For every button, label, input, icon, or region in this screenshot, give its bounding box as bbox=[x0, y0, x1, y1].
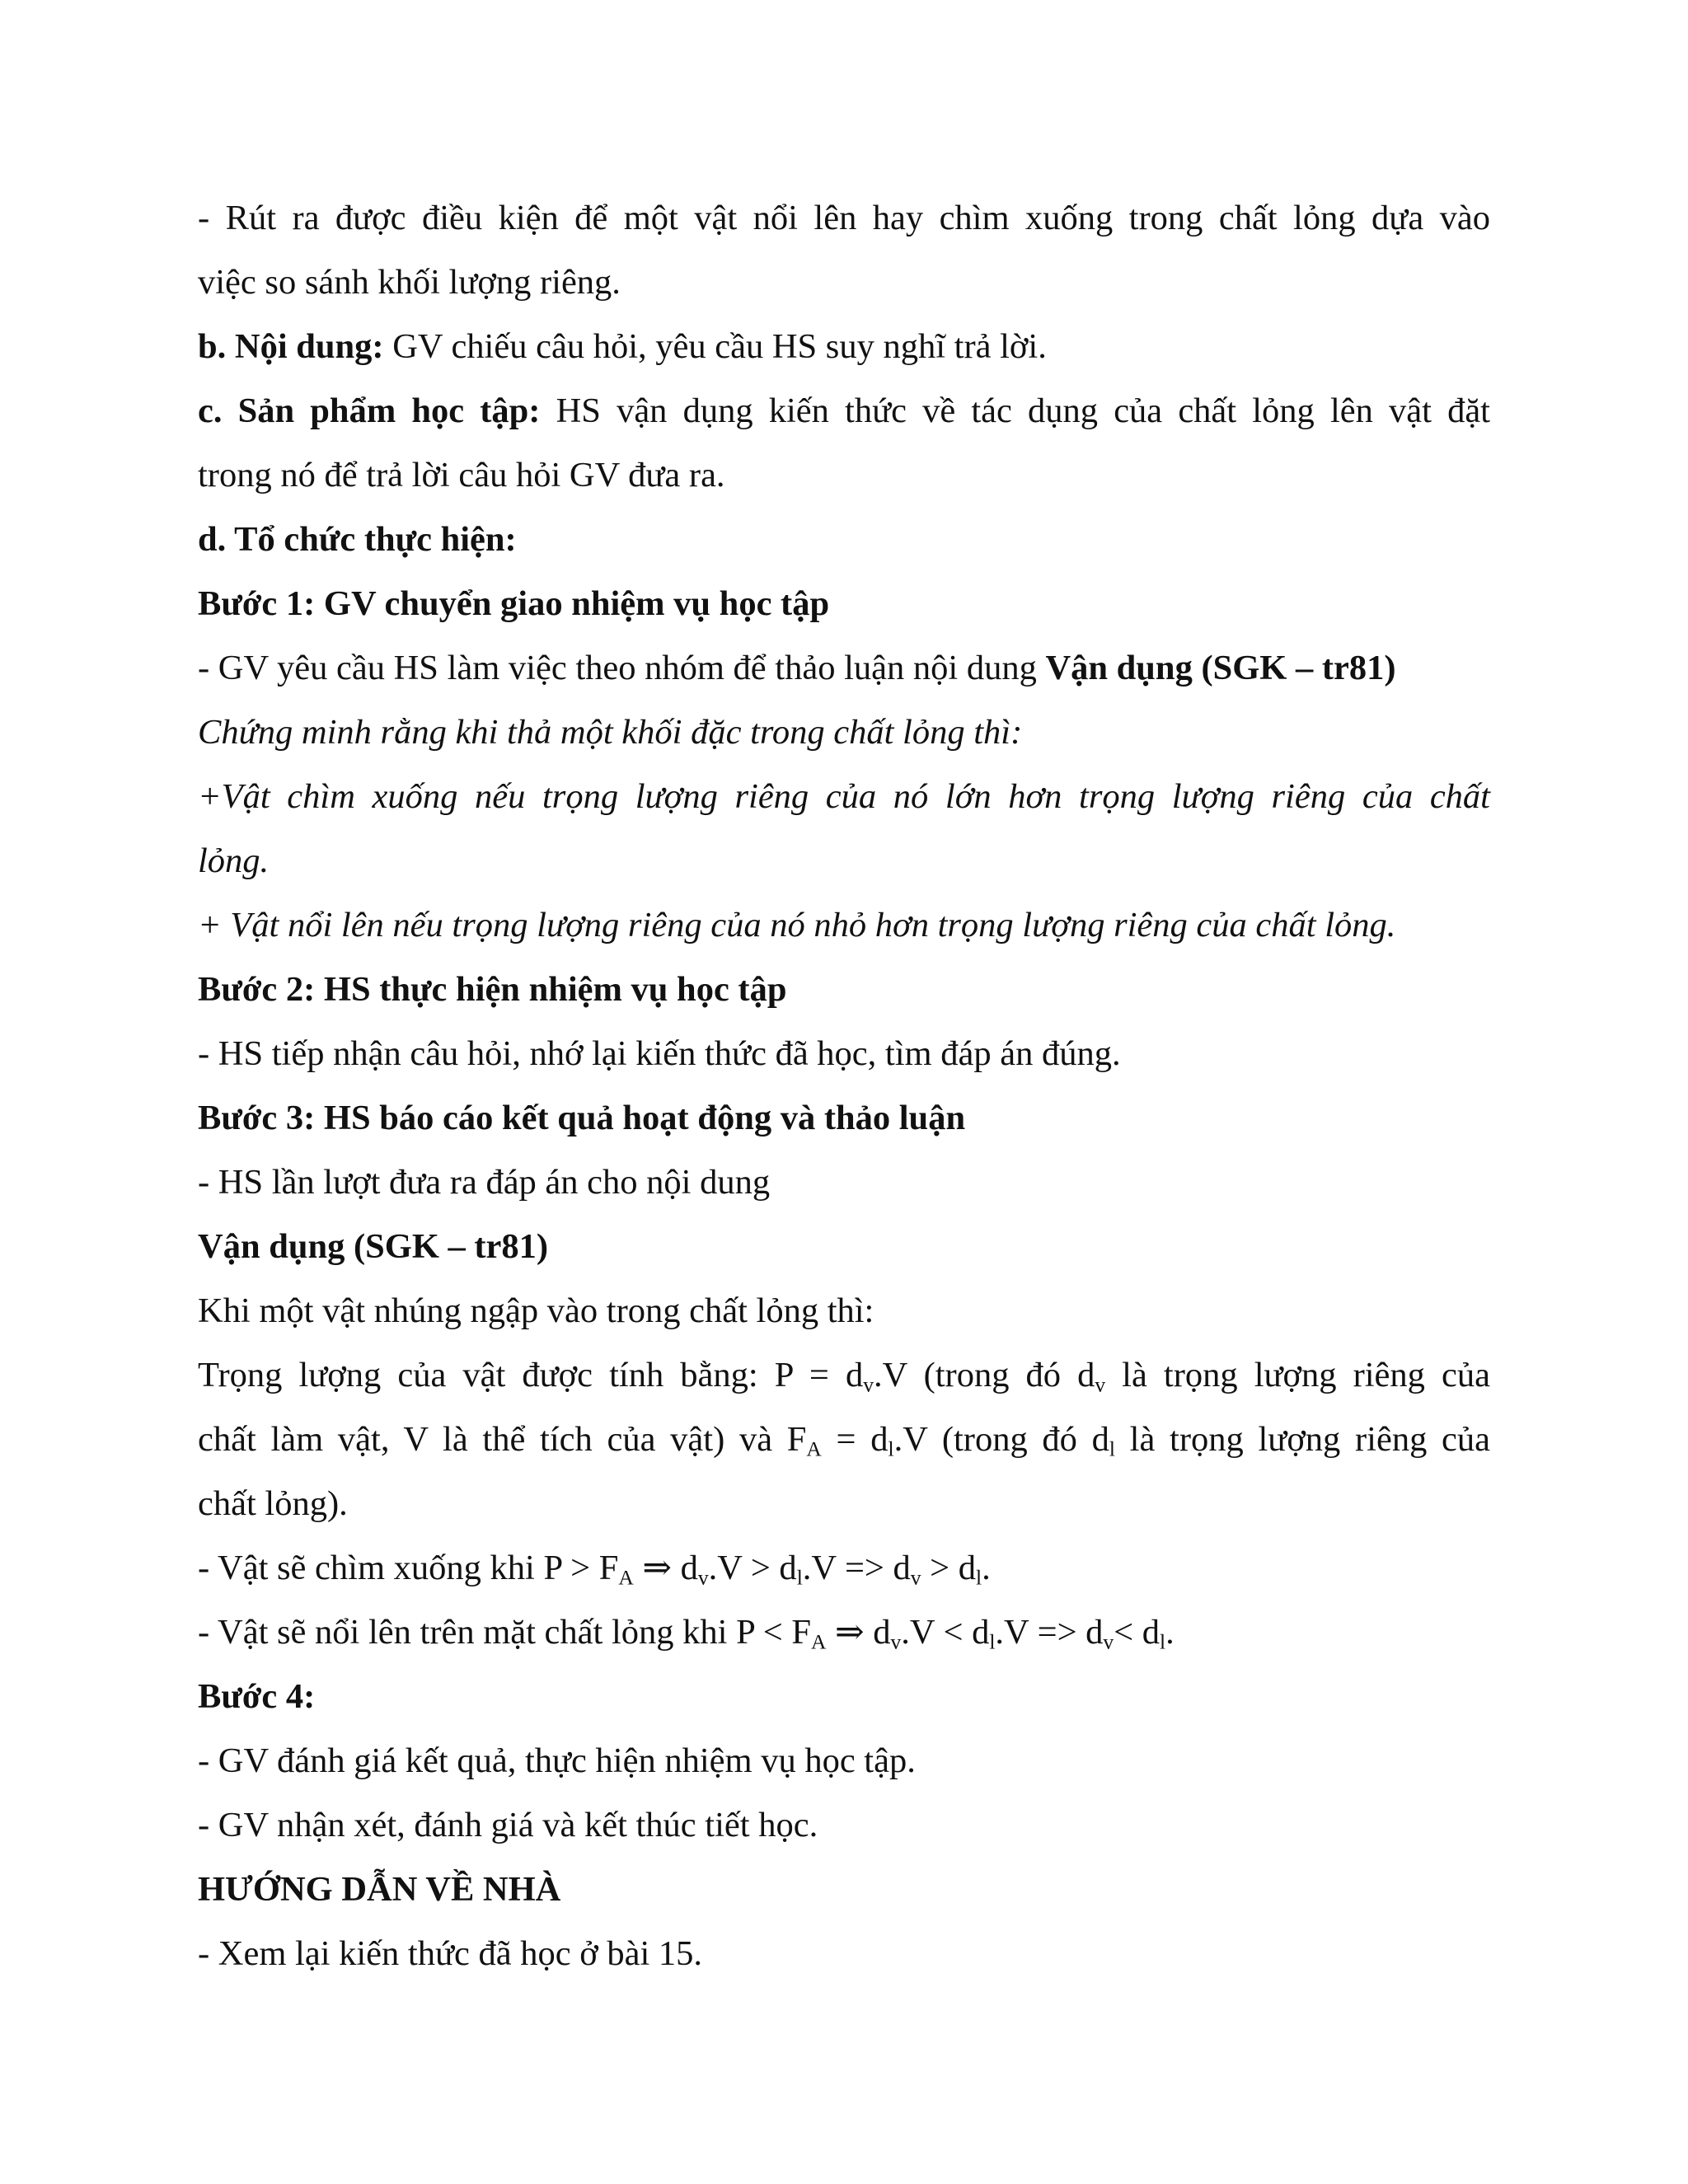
section-text: GV chiếu câu hỏi, yêu cầu HS suy nghĩ trả lời. bbox=[383, 327, 1047, 366]
subscript: l bbox=[796, 1565, 803, 1590]
subscript: v bbox=[1103, 1629, 1114, 1654]
step-heading: Bước 2: HS thực hiện nhiệm vụ học tập bbox=[198, 970, 787, 1009]
text-run: > d bbox=[921, 1549, 976, 1587]
text-run: .V < d bbox=[901, 1613, 990, 1652]
subscript: l bbox=[976, 1565, 982, 1590]
subscript: l bbox=[1160, 1629, 1166, 1654]
paragraph-line: - Xem lại kiến thức đã học ở bài 15. bbox=[198, 1934, 702, 1973]
section-heading: d. Tổ chức thực hiện: bbox=[198, 520, 517, 559]
subscript: v bbox=[890, 1629, 902, 1654]
question-line: +Vật chìm xuống nếu trọng lượng riêng của nó lớn hơn trọng lượng riêng của chất bbox=[198, 777, 1490, 816]
paragraph-line: - GV đánh giá kết quả, thực hiện nhiệm vụ học tập. bbox=[198, 1741, 916, 1780]
formula-line bbox=[198, 1601, 1490, 1665]
paragraph-line: việc so sánh khối lượng riêng. bbox=[198, 263, 621, 302]
text-run: chất làm vật, V là thể tích của vật) và F bbox=[198, 1420, 807, 1459]
subscript: v bbox=[697, 1565, 709, 1590]
paragraph-line: - HS lần lượt đưa ra đáp án cho nội dung bbox=[198, 1163, 771, 1202]
subscript: v bbox=[863, 1372, 874, 1397]
step-heading: Bước 3: HS báo cáo kết quả hoạt động và thảo luận bbox=[198, 1099, 966, 1137]
product-line bbox=[198, 379, 1490, 443]
subscript: l bbox=[1109, 1436, 1115, 1461]
subscript: A bbox=[618, 1565, 634, 1590]
step-heading: Bước 1: GV chuyển giao nhiệm vụ học tập bbox=[198, 584, 830, 623]
question-line: lỏng. bbox=[198, 841, 270, 880]
paragraph-line: trong nó để trả lời câu hỏi GV đưa ra. bbox=[198, 456, 725, 494]
text-run: .V (trong đó d bbox=[873, 1356, 1095, 1394]
text-run: - Vật sẽ nổi lên trên mặt chất lỏng khi P < F bbox=[198, 1613, 811, 1652]
subscript: A bbox=[811, 1629, 827, 1654]
task-text: - GV yêu cầu HS làm việc theo nhóm để thảo luận nội dung bbox=[198, 649, 1046, 687]
text-run: < d bbox=[1114, 1613, 1160, 1652]
formula-line bbox=[198, 1536, 1490, 1601]
document-page bbox=[198, 186, 1490, 1986]
paragraph-line: Khi một vật nhúng ngập vào trong chất lỏng thì: bbox=[198, 1291, 874, 1330]
subscript: l bbox=[989, 1629, 996, 1654]
text-run: ⇒ d bbox=[633, 1549, 698, 1587]
text-run: .V => d bbox=[802, 1549, 911, 1587]
formula-line bbox=[198, 1408, 1490, 1472]
homework-heading: HƯỚNG DẪN VỀ NHÀ bbox=[198, 1870, 561, 1909]
text-run: Trọng lượng của vật được tính bằng: P = d bbox=[198, 1356, 864, 1394]
text-run: ⇒ d bbox=[826, 1613, 891, 1652]
text-run: . bbox=[982, 1549, 991, 1587]
text-run: .V > d bbox=[708, 1549, 797, 1587]
formula-line bbox=[198, 1343, 1490, 1408]
paragraph-line: chất lỏng). bbox=[198, 1484, 348, 1523]
paragraph-line: - Rút ra được điều kiện để một vật nổi lên hay chìm xuống trong chất lỏng dựa vào bbox=[198, 199, 1490, 237]
text-run: . bbox=[1165, 1613, 1175, 1652]
paragraph-line: - HS tiếp nhận câu hỏi, nhớ lại kiến thức đã học, tìm đáp án đúng. bbox=[198, 1034, 1121, 1073]
text-run: là trọng lượng riêng của bbox=[1114, 1420, 1491, 1459]
section-label: c. Sản phẩm học tập: bbox=[198, 391, 541, 430]
paragraph-line: - GV nhận xét, đánh giá và kết thúc tiết học. bbox=[198, 1806, 818, 1844]
task-line bbox=[198, 636, 1490, 701]
subscript: A bbox=[806, 1436, 822, 1461]
subscript: v bbox=[910, 1565, 921, 1590]
subscript: l bbox=[888, 1436, 894, 1461]
step-heading: Bước 4: bbox=[198, 1677, 316, 1716]
section-label: b. Nội dung: bbox=[198, 327, 384, 366]
text-run: .V (trong đó d bbox=[893, 1420, 1109, 1459]
text-run: = d bbox=[821, 1420, 889, 1459]
text-run: - Vật sẽ chìm xuống khi P > F bbox=[198, 1549, 619, 1587]
section-text: HS vận dụng kiến thức về tác dụng của chất lỏng lên vật đặt bbox=[540, 391, 1490, 430]
subsection-heading: Vận dụng (SGK – tr81) bbox=[198, 1227, 549, 1266]
text-run: là trọng lượng riêng của bbox=[1105, 1356, 1490, 1394]
question-line: Chứng minh rằng khi thả một khối đặc trong chất lỏng thì: bbox=[198, 713, 1023, 752]
question-line: + Vật nổi lên nếu trọng lượng riêng của nó nhỏ hơn trọng lượng riêng của chất lỏng. bbox=[198, 906, 1396, 944]
subscript: v bbox=[1095, 1372, 1106, 1397]
content-line bbox=[198, 315, 1490, 379]
text-run: .V => d bbox=[995, 1613, 1104, 1652]
task-reference: Vận dụng (SGK – tr81) bbox=[1045, 649, 1396, 687]
